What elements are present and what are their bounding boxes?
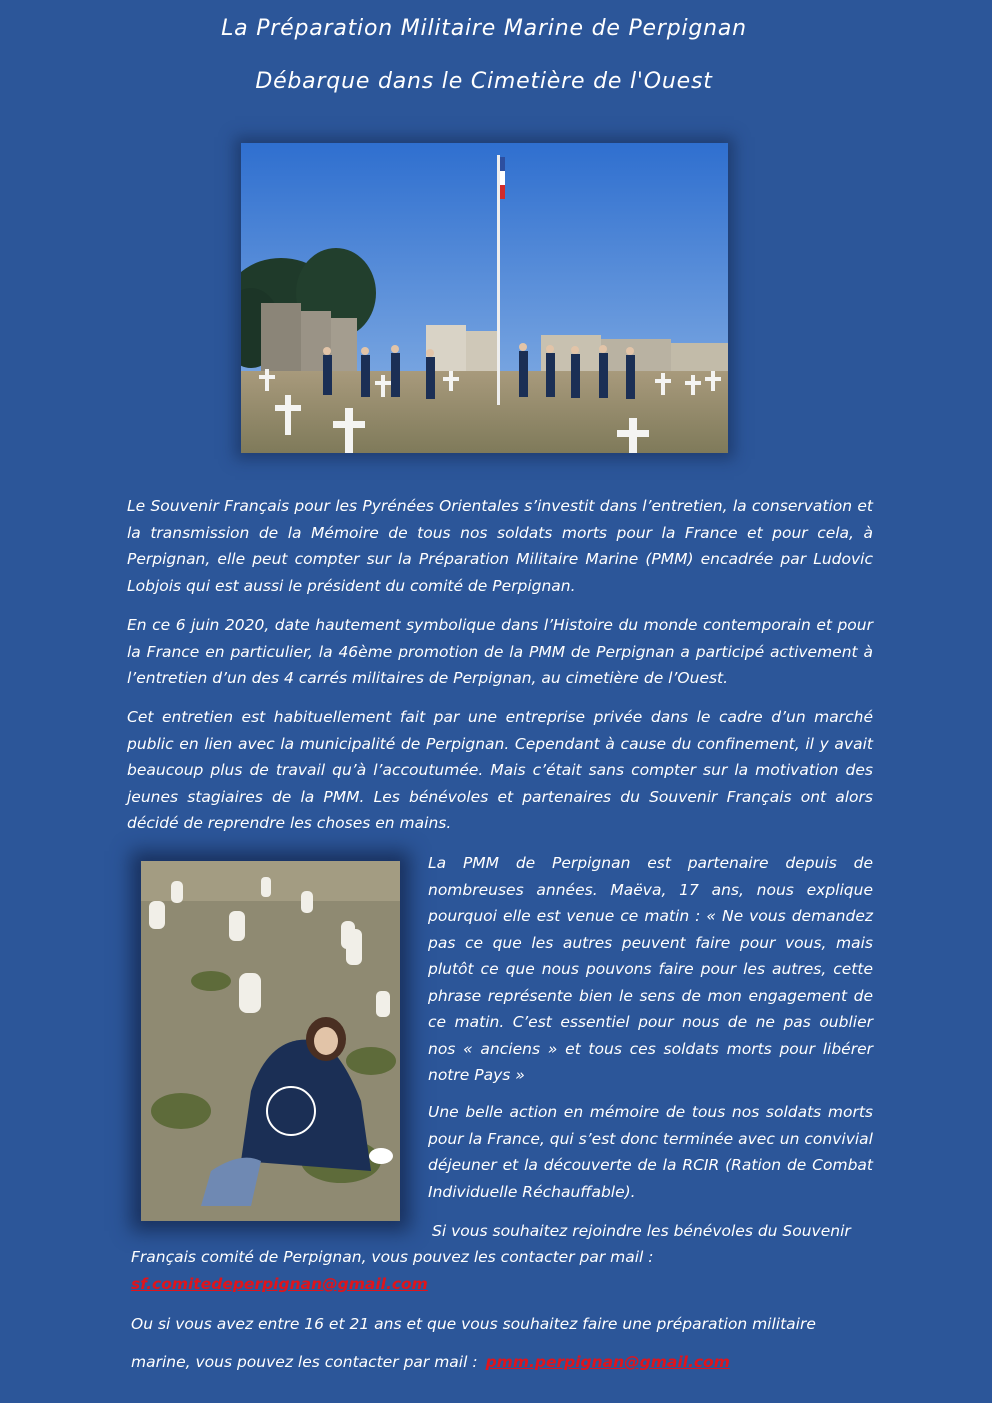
pmm-email-link[interactable]: pmm.perpignan@gmail.com — [485, 1353, 730, 1371]
page-subtitle: Débarque dans le Cimetière de l'Ouest — [255, 69, 713, 94]
context-paragraph: Cet entretien est habituellement fait par une entreprise privée dans le cadre d’un marché public en lien avec la municipalité de Perpignan. Cependant à cause du confinement, il y avait beaucoup plus de travail qu’à l’accoutumée. Mais c’était sans compter sur la motivation des jeunes stagiaires de la PMM. Les bénévoles et partenaires du Souvenir Français ont alors décidé de reprendre les choses en mains. — [127, 708, 873, 832]
volunteer-contact-text-line1: Si vous souhaitez rejoindre les bénévoles du Souvenir — [432, 1222, 851, 1240]
pmm-contact-line — [131, 1349, 730, 1375]
volunteer-email-link[interactable]: sf.comitedeperpignan@gmail.com — [131, 1275, 428, 1293]
conclusion-paragraph: Une belle action en mémoire de tous nos soldats morts pour la France, qui s’est donc terminée avec un convivial déjeuner et la découverte de la RCIR (Ration de Combat Individuelle Réchauffable). — [428, 1103, 873, 1201]
cemetery-group-photo — [241, 143, 728, 453]
event-paragraph: En ce 6 juin 2020, date hautement symbolique dans l’Histoire du monde contemporain et pour la France en particulier, la 46ème promotion de la PMM de Perpignan a participé activement à l’entretien d’un des 4 carrés militaires de Perpignan, au cimetière de l’Ouest. — [127, 616, 873, 687]
testimony-paragraph: La PMM de Perpignan est partenaire depuis de nombreuses années. Maëva, 17 ans, nous explique pourquoi elle est venue ce matin : « Ne vous demandez pas ce que les autres peuvent faire pour vous, mais plutôt ce que nous pouvons faire pour les autres, cette phrase représente bien le sens de mon engagement de ce matin. C’est essentiel pour nous de ne pas oublier nos « anciens » et tous ces soldats morts pour libérer notre Pays » — [428, 854, 873, 1084]
intro-paragraph: Le Souvenir Français pour les Pyrénées Orientales s’investit dans l’entretien, la conservation et la transmission de la Mémoire de tous nos soldats morts pour la France et pour cela, à Perpignan, elle peut compter sur la Préparation Militaire Marine (PMM) encadrée par Ludovic Lobjois qui est aussi le président du comité de Perpignan. — [127, 497, 873, 595]
volunteer-cleaning-photo — [141, 861, 400, 1221]
page-title: La Préparation Militaire Marine de Perpignan — [221, 16, 747, 41]
volunteer-email-line — [131, 1271, 428, 1297]
pmm-contact-text-line1: Ou si vous avez entre 16 et 21 ans et que vous souhaitez faire une préparation militaire — [131, 1315, 816, 1333]
pmm-contact-text-line2: marine, vous pouvez les contacter par mail : — [131, 1353, 478, 1371]
volunteer-contact-text-line2: Français comité de Perpignan, vous pouvez les contacter par mail : — [131, 1248, 654, 1266]
